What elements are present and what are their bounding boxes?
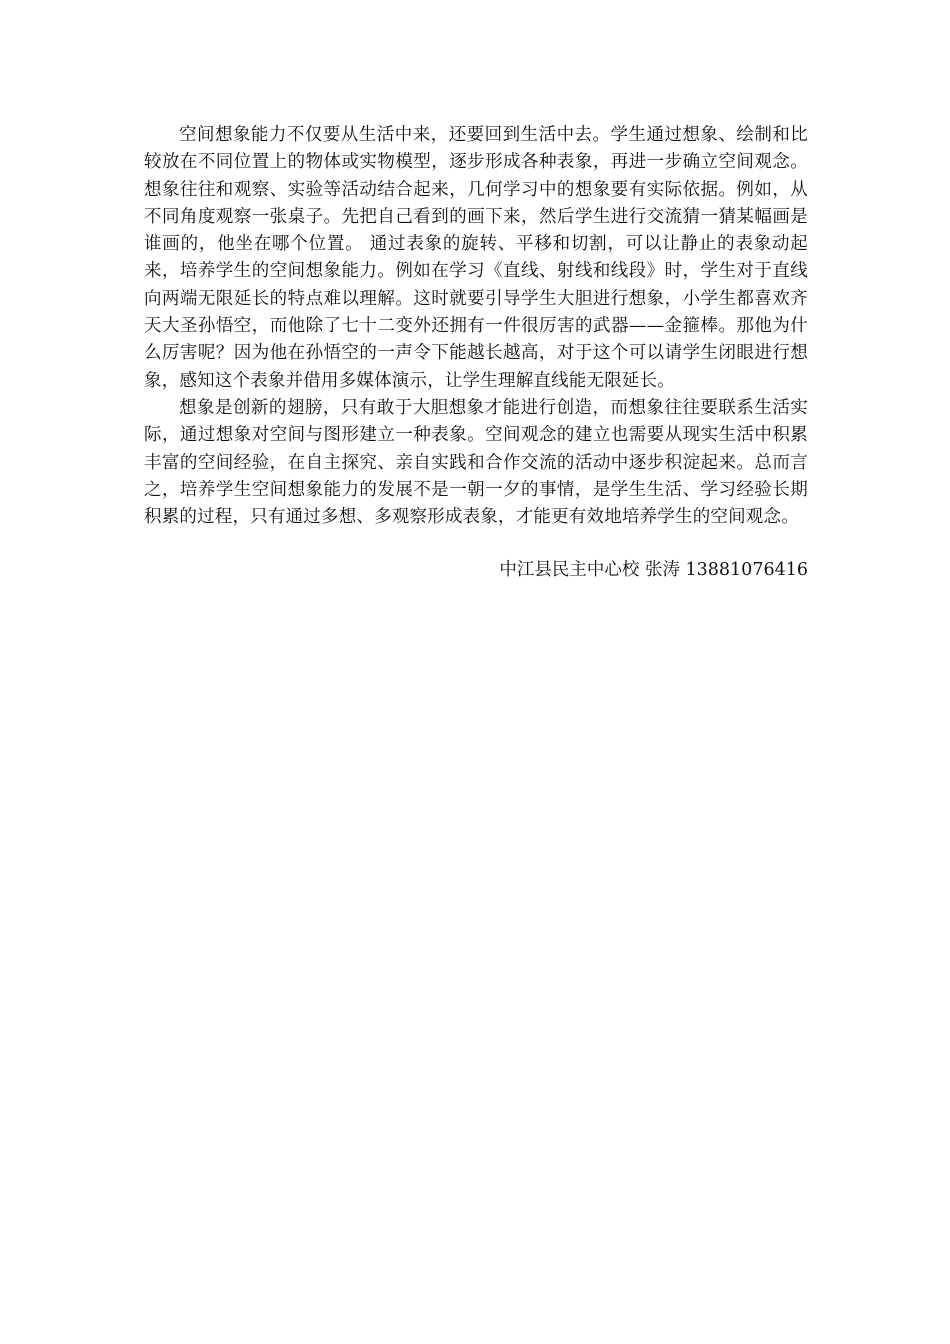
document-page [144, 122, 808, 584]
body-paragraph-2: 想象是创新的翅膀，只有敢于大胆想象才能进行创造，而想象往往要联系生活实际，通过想象对空间与图形建立一种表象。空间观念的建立也需要从现实生活中积累丰富的空间经验，在自主探究、亲自实践和合作交流的活动中逐步积淀起来。总而言之，培养学生空间想象能力的发展不是一朝一夕的事情，是学生生活、学习经验长期积累的过程，只有通过多想、多观察形成表象，才能更有效地培养学生的空间观念。 [144, 397, 808, 528]
body-paragraph-1: 空间想象能力不仅要从生活中来，还要回到生活中去。学生通过想象、绘制和比较放在不同位置上的物体或实物模型，逐步形成各种表象，再进一步确立空间观念。想象往往和观察、实验等活动结合起来，几何学习中的想象要有实际依据。例如，从不同角度观察一张桌子。先把自己看到的画下来，然后学生进行交流猜一猜某幅画是谁画的，他坐在哪个位置。 通过表象的旋转、平移和切割，可以让静止的表象动起来，培养学生的空间想象能力。例如在学习《直线、射线和线段》时，学生对于直线向两端无限延长的特点难以理解。这时就要引导学生大胆进行想象，小学生都喜欢齐天大圣孙悟空，而他除了七十二变外还拥有一件很厉害的武器——金箍棒。那他为什么厉害呢？因为他在孙悟空的一声令下能越长越高，对于这个可以请学生闭眼进行想象，感知这个表象并借用多媒体演示，让学生理解直线能无限延长。 [144, 125, 808, 391]
author-signature: 中江县民主中心校 张涛 13881076416 [499, 560, 808, 581]
